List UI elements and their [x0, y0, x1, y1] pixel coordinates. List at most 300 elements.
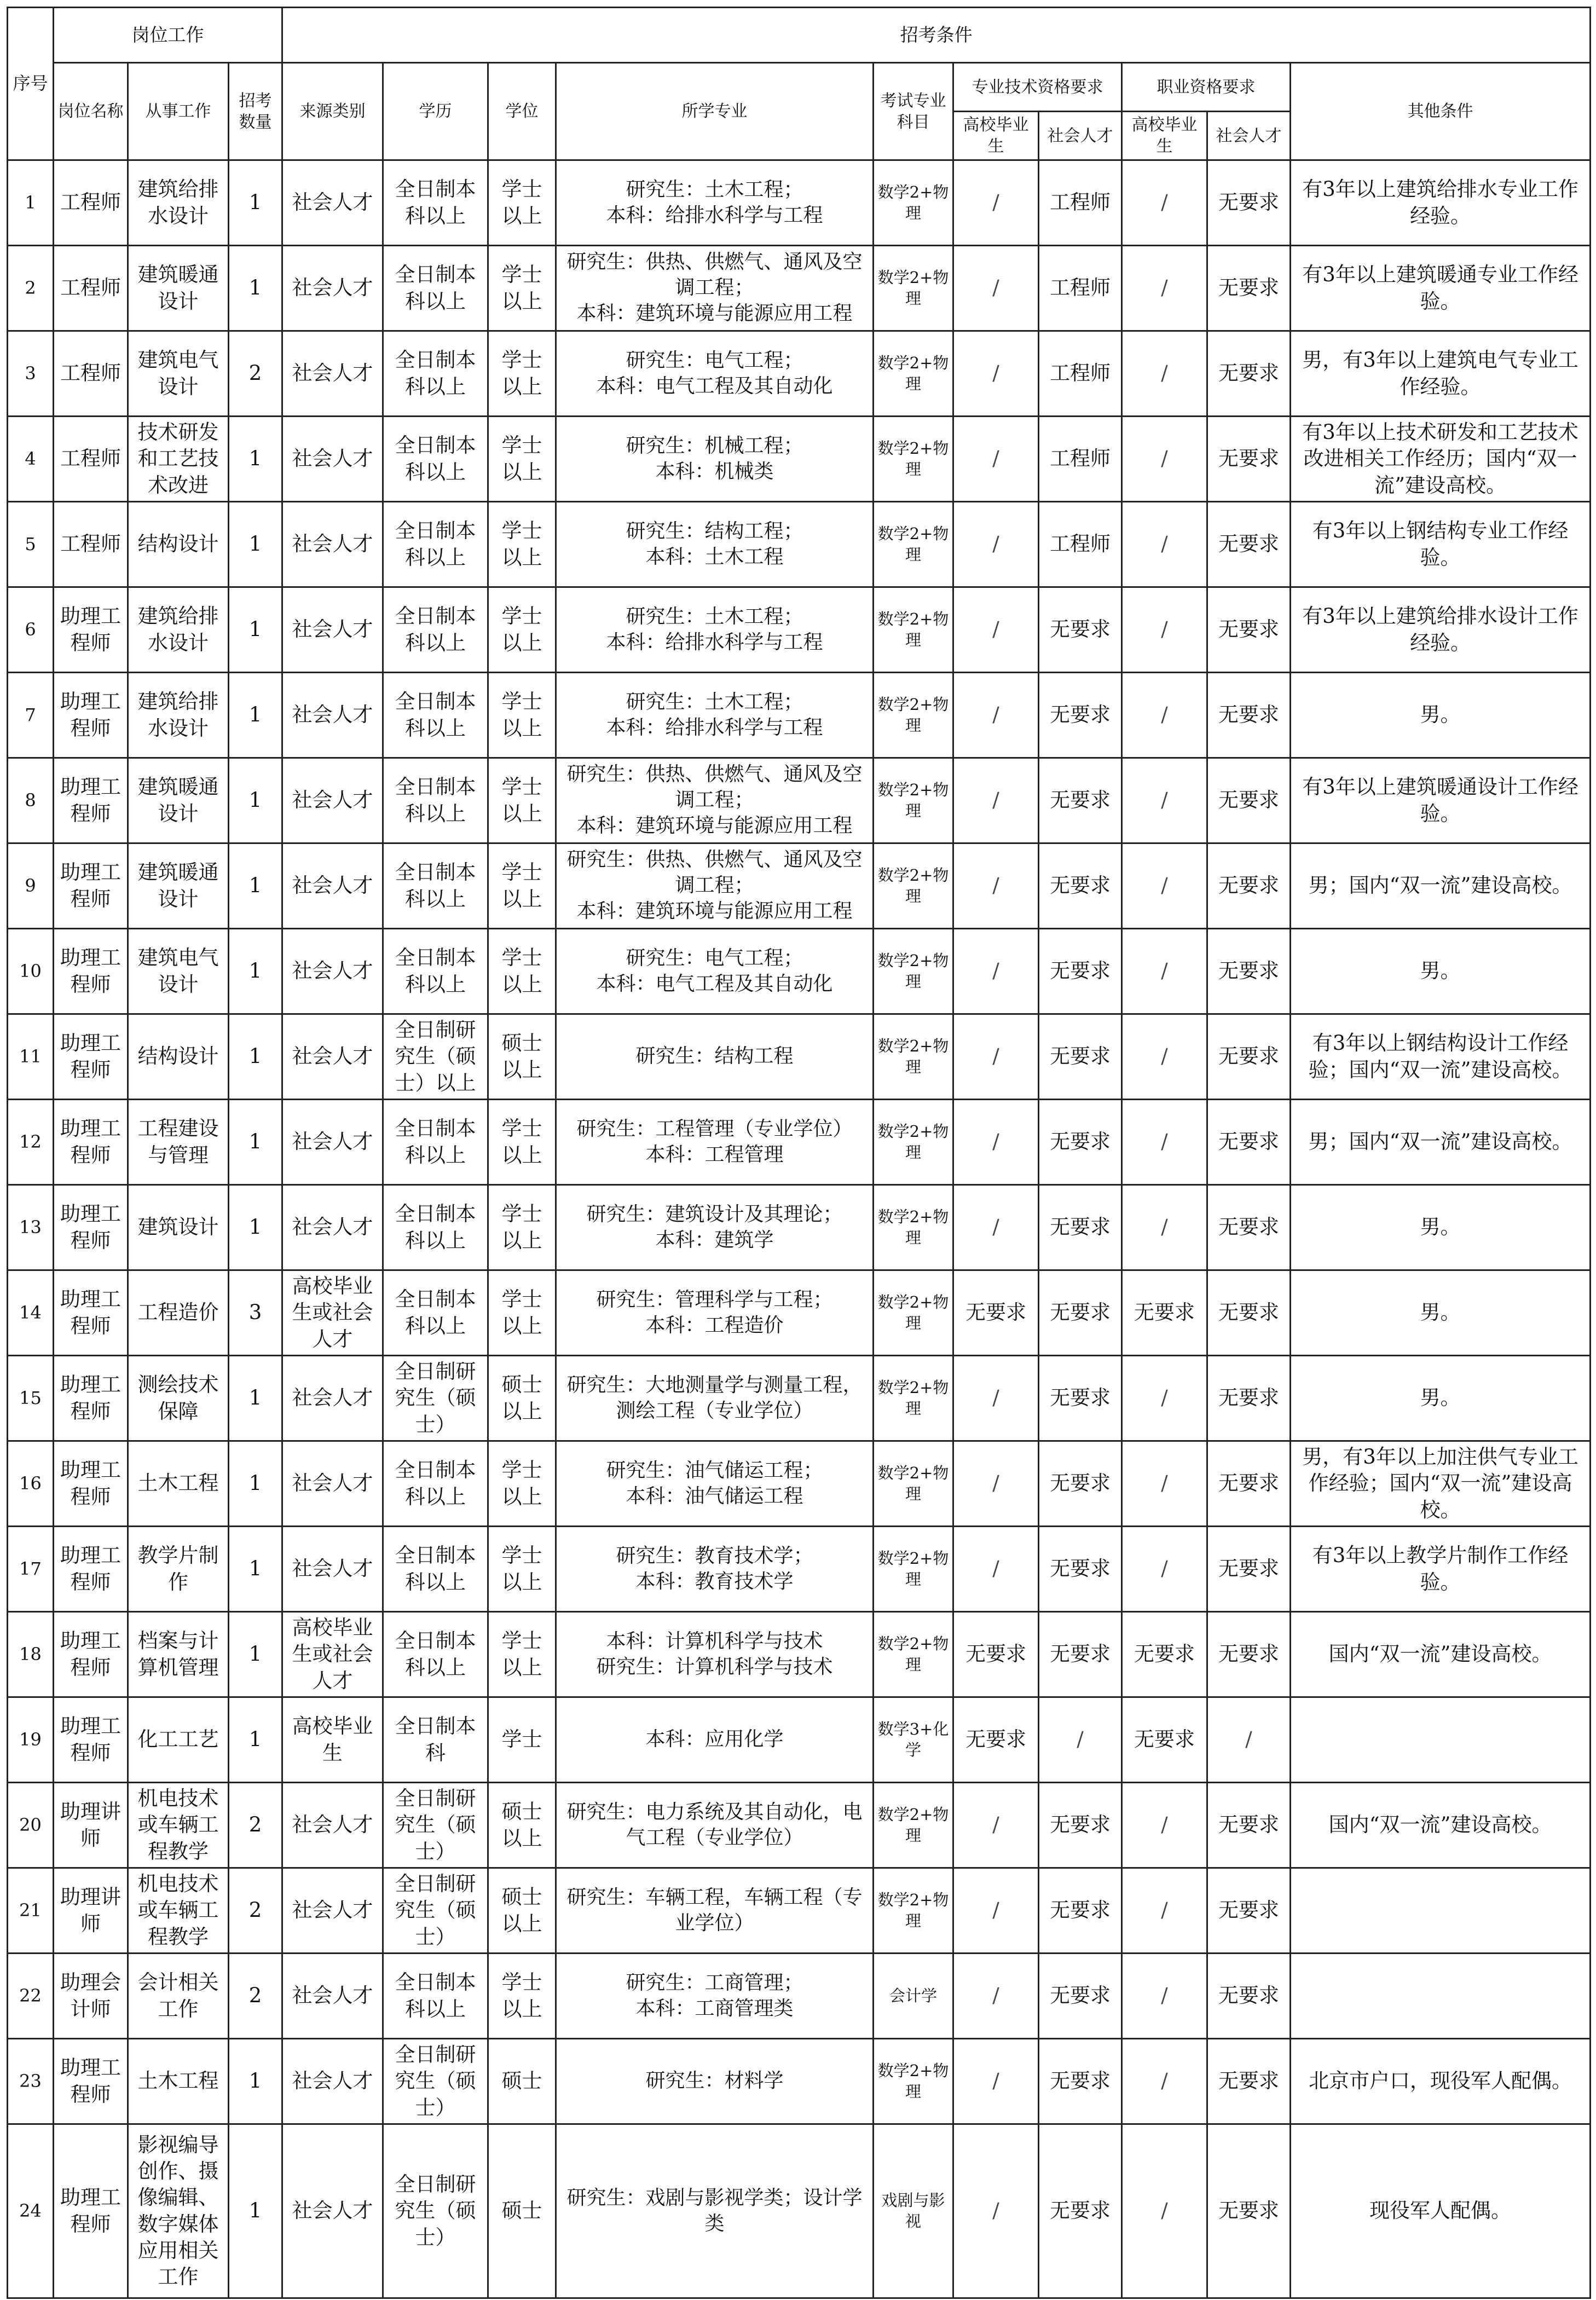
- cell-seq: 3: [8, 331, 54, 417]
- cell-work: 化工工艺: [128, 1697, 229, 1783]
- cell-count: 2: [229, 1954, 282, 2039]
- table-row: [8, 2039, 1591, 2124]
- header-position-name: 岗位名称: [54, 63, 128, 160]
- cell-tech-social: 无要求: [1039, 843, 1122, 929]
- cell-tech-social: 工程师: [1039, 417, 1122, 502]
- cell-education: 全日制本科以上: [383, 417, 488, 502]
- cell-other: [1291, 1697, 1591, 1783]
- cell-source: 社会人才: [282, 1441, 383, 1527]
- table-row: [8, 673, 1591, 758]
- cell-degree: 硕士以上: [488, 1356, 556, 1441]
- cell-seq: 4: [8, 417, 54, 502]
- cell-work: 测绘技术保障: [128, 1356, 229, 1441]
- cell-exam: 数学2+物理: [874, 587, 953, 673]
- cell-work: 工程建设与管理: [128, 1100, 229, 1185]
- cell-tech-social: 工程师: [1039, 502, 1122, 587]
- cell-seq: 8: [8, 758, 54, 843]
- table-row: [8, 587, 1591, 673]
- cell-exam: 数学2+物理: [874, 417, 953, 502]
- header-count: 招考数量: [229, 63, 282, 160]
- cell-tech-social: 无要求: [1039, 1100, 1122, 1185]
- cell-degree: 学士以上: [488, 331, 556, 417]
- cell-education: 全日制研究生（硕士）: [383, 2039, 488, 2124]
- cell-work: 档案与计算机管理: [128, 1612, 229, 1697]
- cell-prof-graduate: /: [1122, 929, 1207, 1014]
- cell-degree: 学士以上: [488, 758, 556, 843]
- cell-count: 1: [229, 1185, 282, 1270]
- cell-work: 建筑暖通设计: [128, 246, 229, 331]
- cell-major: 研究生：供热、供燃气、通风及空调工程； 本科：建筑环境与能源应用工程: [556, 246, 874, 331]
- cell-major: 研究生：戏剧与影视学类；设计学类: [556, 2124, 874, 2298]
- cell-tech-graduate: 无要求: [953, 1270, 1039, 1356]
- cell-prof-graduate: /: [1122, 502, 1207, 587]
- cell-education: 全日制本科以上: [383, 673, 488, 758]
- cell-prof-social: 无要求: [1207, 1954, 1291, 2039]
- cell-source: 社会人才: [282, 1868, 383, 1954]
- cell-other: 男。: [1291, 1270, 1591, 1356]
- cell-prof-social: 无要求: [1207, 1185, 1291, 1270]
- cell-major: 研究生：电气工程； 本科：电气工程及其自动化: [556, 331, 874, 417]
- cell-prof-graduate: /: [1122, 417, 1207, 502]
- cell-position-name: 工程师: [54, 502, 128, 587]
- cell-prof-graduate: /: [1122, 1527, 1207, 1612]
- cell-count: 1: [229, 246, 282, 331]
- cell-exam: 数学2+物理: [874, 1612, 953, 1697]
- cell-count: 1: [229, 2124, 282, 2298]
- cell-major: 研究生：油气储运工程； 本科：油气储运工程: [556, 1441, 874, 1527]
- cell-tech-graduate: /: [953, 1783, 1039, 1868]
- cell-exam: 戏剧与影视: [874, 2124, 953, 2298]
- cell-tech-graduate: /: [953, 1014, 1039, 1100]
- cell-exam: 数学2+物理: [874, 1185, 953, 1270]
- cell-other: 有3年以上建筑给排水专业工作经验。: [1291, 160, 1591, 246]
- cell-prof-graduate: /: [1122, 160, 1207, 246]
- cell-exam: 数学3+化学: [874, 1697, 953, 1783]
- cell-work: 土木工程: [128, 1441, 229, 1527]
- cell-seq: 22: [8, 1954, 54, 2039]
- recruitment-page: [7, 7, 1589, 2299]
- cell-source: 社会人才: [282, 1783, 383, 1868]
- cell-work: 建筑暖通设计: [128, 843, 229, 929]
- cell-seq: 14: [8, 1270, 54, 1356]
- cell-work: 建筑暖通设计: [128, 758, 229, 843]
- table-row: [8, 2124, 1591, 2298]
- cell-count: 1: [229, 758, 282, 843]
- cell-tech-social: 无要求: [1039, 1527, 1122, 1612]
- cell-education: 全日制本科以上: [383, 331, 488, 417]
- cell-other: 有3年以上建筑暖通专业工作经验。: [1291, 246, 1591, 331]
- cell-other: 北京市户口，现役军人配偶。: [1291, 2039, 1591, 2124]
- cell-count: 2: [229, 331, 282, 417]
- cell-seq: 10: [8, 929, 54, 1014]
- table-body: [8, 160, 1591, 2298]
- cell-major: 研究生：建筑设计及其理论； 本科：建筑学: [556, 1185, 874, 1270]
- cell-count: 1: [229, 502, 282, 587]
- cell-count: 1: [229, 1100, 282, 1185]
- cell-other: 男。: [1291, 1185, 1591, 1270]
- cell-prof-graduate: 无要求: [1122, 1697, 1207, 1783]
- cell-tech-graduate: /: [953, 1868, 1039, 1954]
- cell-tech-graduate: /: [953, 843, 1039, 929]
- cell-degree: 学士以上: [488, 673, 556, 758]
- cell-count: 1: [229, 1356, 282, 1441]
- cell-source: 社会人才: [282, 1954, 383, 2039]
- cell-count: 1: [229, 1612, 282, 1697]
- cell-work: 建筑给排水设计: [128, 587, 229, 673]
- cell-seq: 5: [8, 502, 54, 587]
- cell-degree: 学士以上: [488, 929, 556, 1014]
- cell-tech-graduate: 无要求: [953, 1697, 1039, 1783]
- cell-position-name: 助理工程师: [54, 758, 128, 843]
- cell-tech-graduate: /: [953, 502, 1039, 587]
- cell-position-name: 助理工程师: [54, 1612, 128, 1697]
- cell-major: 研究生：供热、供燃气、通风及空调工程； 本科：建筑环境与能源应用工程: [556, 843, 874, 929]
- header-education: 学历: [383, 63, 488, 160]
- cell-position-name: 工程师: [54, 246, 128, 331]
- cell-education: 全日制本科以上: [383, 1612, 488, 1697]
- cell-exam: 数学2+物理: [874, 1441, 953, 1527]
- cell-exam: 数学2+物理: [874, 160, 953, 246]
- cell-prof-graduate: /: [1122, 1783, 1207, 1868]
- cell-source: 社会人才: [282, 2124, 383, 2298]
- header-major: 所学专业: [556, 63, 874, 160]
- cell-degree: 学士以上: [488, 1612, 556, 1697]
- cell-degree: 硕士以上: [488, 1783, 556, 1868]
- cell-major: 研究生：工商管理； 本科：工商管理类: [556, 1954, 874, 2039]
- cell-source: 社会人才: [282, 1527, 383, 1612]
- cell-degree: 学士以上: [488, 1270, 556, 1356]
- cell-prof-social: 无要求: [1207, 1868, 1291, 1954]
- cell-education: 全日制本科以上: [383, 929, 488, 1014]
- cell-source: 社会人才: [282, 160, 383, 246]
- table-row: [8, 160, 1591, 246]
- cell-education: 全日制本科以上: [383, 1441, 488, 1527]
- cell-tech-graduate: /: [953, 331, 1039, 417]
- cell-position-name: 工程师: [54, 160, 128, 246]
- cell-source: 高校毕业生或社会人才: [282, 1270, 383, 1356]
- cell-tech-social: 无要求: [1039, 673, 1122, 758]
- cell-prof-social: 无要求: [1207, 417, 1291, 502]
- cell-degree: 学士以上: [488, 1100, 556, 1185]
- cell-work: 结构设计: [128, 502, 229, 587]
- cell-seq: 20: [8, 1783, 54, 1868]
- cell-exam: 会计学: [874, 1954, 953, 2039]
- cell-count: 1: [229, 417, 282, 502]
- cell-tech-graduate: 无要求: [953, 1612, 1039, 1697]
- cell-degree: 学士以上: [488, 587, 556, 673]
- cell-count: 1: [229, 1014, 282, 1100]
- cell-count: 1: [229, 929, 282, 1014]
- table-row: [8, 1185, 1591, 1270]
- cell-exam: 数学2+物理: [874, 1868, 953, 1954]
- cell-tech-graduate: /: [953, 1185, 1039, 1270]
- cell-tech-social: 无要求: [1039, 1270, 1122, 1356]
- cell-education: 全日制本科以上: [383, 502, 488, 587]
- cell-exam: 数学2+物理: [874, 246, 953, 331]
- cell-tech-graduate: /: [953, 929, 1039, 1014]
- cell-prof-social: 无要求: [1207, 1270, 1291, 1356]
- cell-tech-graduate: /: [953, 2124, 1039, 2298]
- cell-tech-social: 无要求: [1039, 2124, 1122, 2298]
- cell-prof-graduate: /: [1122, 1954, 1207, 2039]
- cell-education: 全日制研究生（硕士）以上: [383, 1014, 488, 1100]
- cell-exam: 数学2+物理: [874, 758, 953, 843]
- cell-seq: 6: [8, 587, 54, 673]
- header-exam: 考试专业科目: [874, 63, 953, 160]
- cell-prof-social: 无要求: [1207, 502, 1291, 587]
- cell-source: 社会人才: [282, 1014, 383, 1100]
- cell-tech-graduate: /: [953, 1356, 1039, 1441]
- cell-seq: 2: [8, 246, 54, 331]
- cell-prof-social: 无要求: [1207, 587, 1291, 673]
- cell-tech-social: 无要求: [1039, 1356, 1122, 1441]
- cell-major: 研究生：机械工程； 本科：机械类: [556, 417, 874, 502]
- cell-exam: 数学2+物理: [874, 1100, 953, 1185]
- cell-tech-social: 无要求: [1039, 1612, 1122, 1697]
- cell-work: 工程造价: [128, 1270, 229, 1356]
- cell-source: 社会人才: [282, 1100, 383, 1185]
- header-prof-social: 社会人才: [1207, 112, 1291, 160]
- cell-prof-social: 无要求: [1207, 2124, 1291, 2298]
- cell-tech-social: 无要求: [1039, 1441, 1122, 1527]
- cell-education: 全日制本科以上: [383, 246, 488, 331]
- header-tech-graduate: 高校毕业生: [953, 112, 1039, 160]
- cell-prof-social: 无要求: [1207, 246, 1291, 331]
- cell-other: 有3年以上教学片制作工作经验。: [1291, 1527, 1591, 1612]
- cell-position-name: 助理会计师: [54, 1954, 128, 2039]
- cell-prof-social: 无要求: [1207, 758, 1291, 843]
- cell-prof-graduate: /: [1122, 758, 1207, 843]
- cell-tech-graduate: /: [953, 758, 1039, 843]
- header-group-requirements: 招考条件: [282, 8, 1591, 63]
- cell-count: 1: [229, 160, 282, 246]
- cell-tech-social: 工程师: [1039, 246, 1122, 331]
- cell-work: 机电技术或车辆工程教学: [128, 1868, 229, 1954]
- cell-exam: 数学2+物理: [874, 673, 953, 758]
- cell-tech-graduate: /: [953, 1100, 1039, 1185]
- cell-prof-graduate: /: [1122, 1868, 1207, 1954]
- cell-count: 1: [229, 843, 282, 929]
- cell-count: 1: [229, 1697, 282, 1783]
- cell-tech-social: 无要求: [1039, 758, 1122, 843]
- cell-prof-graduate: /: [1122, 673, 1207, 758]
- cell-seq: 7: [8, 673, 54, 758]
- cell-other: 国内“双一流”建设高校。: [1291, 1612, 1591, 1697]
- cell-education: 全日制本科以上: [383, 160, 488, 246]
- table-row: [8, 1270, 1591, 1356]
- cell-major: 研究生：土木工程； 本科：给排水科学与工程: [556, 160, 874, 246]
- cell-position-name: 助理工程师: [54, 1356, 128, 1441]
- cell-degree: 学士以上: [488, 417, 556, 502]
- cell-prof-social: 无要求: [1207, 331, 1291, 417]
- cell-prof-social: 无要求: [1207, 843, 1291, 929]
- table-row: [8, 1697, 1591, 1783]
- cell-education: 全日制本科以上: [383, 1185, 488, 1270]
- cell-work: 建筑给排水设计: [128, 673, 229, 758]
- cell-position-name: 助理工程师: [54, 1014, 128, 1100]
- cell-prof-graduate: 无要求: [1122, 1612, 1207, 1697]
- cell-degree: 硕士: [488, 2039, 556, 2124]
- cell-other: 有3年以上钢结构专业工作经验。: [1291, 502, 1591, 587]
- cell-exam: 数学2+物理: [874, 843, 953, 929]
- cell-prof-social: 无要求: [1207, 673, 1291, 758]
- cell-prof-graduate: /: [1122, 1014, 1207, 1100]
- cell-tech-graduate: /: [953, 2039, 1039, 2124]
- cell-seq: 12: [8, 1100, 54, 1185]
- cell-exam: 数学2+物理: [874, 1527, 953, 1612]
- cell-seq: 21: [8, 1868, 54, 1954]
- header-other: 其他条件: [1291, 63, 1591, 160]
- cell-exam: 数学2+物理: [874, 502, 953, 587]
- cell-tech-graduate: /: [953, 246, 1039, 331]
- table-header: [8, 8, 1591, 160]
- table-row: [8, 246, 1591, 331]
- cell-other: 国内“双一流”建设高校。: [1291, 1783, 1591, 1868]
- table-row: [8, 1356, 1591, 1441]
- header-degree: 学位: [488, 63, 556, 160]
- cell-tech-social: 无要求: [1039, 1014, 1122, 1100]
- cell-education: 全日制本科以上: [383, 1527, 488, 1612]
- cell-other: 有3年以上技术研发和工艺技术改进相关工作经历；国内“双一流”建设高校。: [1291, 417, 1591, 502]
- cell-degree: 学士以上: [488, 246, 556, 331]
- table-row: [8, 1100, 1591, 1185]
- cell-degree: 学士以上: [488, 160, 556, 246]
- cell-tech-graduate: /: [953, 160, 1039, 246]
- cell-degree: 硕士: [488, 2124, 556, 2298]
- cell-education: 全日制本科以上: [383, 758, 488, 843]
- cell-major: 本科：计算机科学与技术 研究生：计算机科学与技术: [556, 1612, 874, 1697]
- cell-exam: 数学2+物理: [874, 1014, 953, 1100]
- cell-prof-graduate: /: [1122, 1100, 1207, 1185]
- cell-prof-graduate: /: [1122, 1185, 1207, 1270]
- cell-source: 社会人才: [282, 331, 383, 417]
- cell-degree: 硕士以上: [488, 1868, 556, 1954]
- cell-major: 研究生：车辆工程，车辆工程（专业学位）: [556, 1868, 874, 1954]
- cell-tech-social: 无要求: [1039, 929, 1122, 1014]
- cell-education: 全日制研究生（硕士）: [383, 1783, 488, 1868]
- cell-position-name: 工程师: [54, 417, 128, 502]
- table-row: [8, 1527, 1591, 1612]
- cell-other: 现役军人配偶。: [1291, 2124, 1591, 2298]
- cell-other: 男；国内“双一流”建设高校。: [1291, 1100, 1591, 1185]
- cell-position-name: 助理工程师: [54, 1697, 128, 1783]
- table-row: [8, 929, 1591, 1014]
- cell-exam: 数学2+物理: [874, 2039, 953, 2124]
- cell-position-name: 助理工程师: [54, 1100, 128, 1185]
- cell-prof-graduate: 无要求: [1122, 1270, 1207, 1356]
- cell-education: 全日制研究生（硕士）: [383, 1868, 488, 1954]
- cell-tech-social: 工程师: [1039, 160, 1122, 246]
- header-tech-social: 社会人才: [1039, 112, 1122, 160]
- cell-other: 男。: [1291, 929, 1591, 1014]
- cell-degree: 学士以上: [488, 1185, 556, 1270]
- cell-major: 研究生：结构工程； 本科：土木工程: [556, 502, 874, 587]
- cell-prof-graduate: /: [1122, 1441, 1207, 1527]
- cell-position-name: 助理工程师: [54, 2039, 128, 2124]
- cell-prof-social: 无要求: [1207, 929, 1291, 1014]
- cell-work: 结构设计: [128, 1014, 229, 1100]
- cell-position-name: 助理工程师: [54, 929, 128, 1014]
- cell-source: 高校毕业生: [282, 1697, 383, 1783]
- cell-major: 研究生：土木工程； 本科：给排水科学与工程: [556, 673, 874, 758]
- cell-other: 男。: [1291, 1356, 1591, 1441]
- cell-degree: 学士以上: [488, 502, 556, 587]
- cell-tech-social: 工程师: [1039, 331, 1122, 417]
- cell-count: 1: [229, 2039, 282, 2124]
- cell-tech-social: 无要求: [1039, 1783, 1122, 1868]
- cell-major: 研究生：土木工程； 本科：给排水科学与工程: [556, 587, 874, 673]
- cell-degree: 学士以上: [488, 1441, 556, 1527]
- cell-other: 有3年以上钢结构设计工作经验；国内“双一流”建设高校。: [1291, 1014, 1591, 1100]
- recruitment-table: [7, 7, 1591, 2299]
- cell-count: 1: [229, 1527, 282, 1612]
- cell-work: 土木工程: [128, 2039, 229, 2124]
- cell-seq: 13: [8, 1185, 54, 1270]
- cell-tech-graduate: /: [953, 1954, 1039, 2039]
- cell-major: 研究生：电气工程； 本科：电气工程及其自动化: [556, 929, 874, 1014]
- cell-education: 全日制本科以上: [383, 1270, 488, 1356]
- header-source: 来源类别: [282, 63, 383, 160]
- cell-other: [1291, 1954, 1591, 2039]
- header-seq: 序号: [8, 8, 54, 160]
- cell-tech-social: 无要求: [1039, 1868, 1122, 1954]
- cell-source: 社会人才: [282, 929, 383, 1014]
- cell-prof-social: 无要求: [1207, 1441, 1291, 1527]
- table-row: [8, 1441, 1591, 1527]
- table-row: [8, 1783, 1591, 1868]
- cell-prof-graduate: /: [1122, 246, 1207, 331]
- cell-position-name: 助理工程师: [54, 1441, 128, 1527]
- cell-tech-social: 无要求: [1039, 2039, 1122, 2124]
- header-prof-graduate: 高校毕业生: [1122, 112, 1207, 160]
- cell-tech-graduate: /: [953, 673, 1039, 758]
- cell-prof-graduate: /: [1122, 331, 1207, 417]
- cell-major: 研究生：管理科学与工程； 本科：工程造价: [556, 1270, 874, 1356]
- cell-seq: 16: [8, 1441, 54, 1527]
- cell-position-name: 助理讲师: [54, 1868, 128, 1954]
- table-row: [8, 1868, 1591, 1954]
- cell-exam: 数学2+物理: [874, 331, 953, 417]
- cell-prof-social: 无要求: [1207, 1612, 1291, 1697]
- cell-other: 男，有3年以上建筑电气专业工作经验。: [1291, 331, 1591, 417]
- cell-seq: 15: [8, 1356, 54, 1441]
- table-row: [8, 1014, 1591, 1100]
- cell-education: 全日制研究生（硕士）: [383, 2124, 488, 2298]
- cell-count: 1: [229, 1441, 282, 1527]
- cell-major: 研究生：教育技术学； 本科：教育技术学: [556, 1527, 874, 1612]
- cell-work: 机电技术或车辆工程教学: [128, 1783, 229, 1868]
- cell-work: 会计相关工作: [128, 1954, 229, 2039]
- cell-work: 技术研发和工艺技术改进: [128, 417, 229, 502]
- cell-education: 全日制本科以上: [383, 587, 488, 673]
- cell-source: 社会人才: [282, 587, 383, 673]
- cell-position-name: 助理工程师: [54, 1185, 128, 1270]
- cell-work: 建筑给排水设计: [128, 160, 229, 246]
- cell-other: 男，有3年以上加注供气专业工作经验；国内“双一流”建设高校。: [1291, 1441, 1591, 1527]
- cell-prof-social: /: [1207, 1697, 1291, 1783]
- header-prof-qual: 职业资格要求: [1122, 63, 1291, 112]
- cell-position-name: 助理工程师: [54, 2124, 128, 2298]
- cell-prof-graduate: /: [1122, 2124, 1207, 2298]
- cell-source: 社会人才: [282, 1356, 383, 1441]
- cell-major: 研究生：大地测量学与测量工程，测绘工程（专业学位）: [556, 1356, 874, 1441]
- cell-seq: 19: [8, 1697, 54, 1783]
- cell-other: [1291, 1868, 1591, 1954]
- cell-seq: 1: [8, 160, 54, 246]
- cell-education: 全日制本科以上: [383, 843, 488, 929]
- cell-position-name: 助理讲师: [54, 1783, 128, 1868]
- cell-tech-graduate: /: [953, 1527, 1039, 1612]
